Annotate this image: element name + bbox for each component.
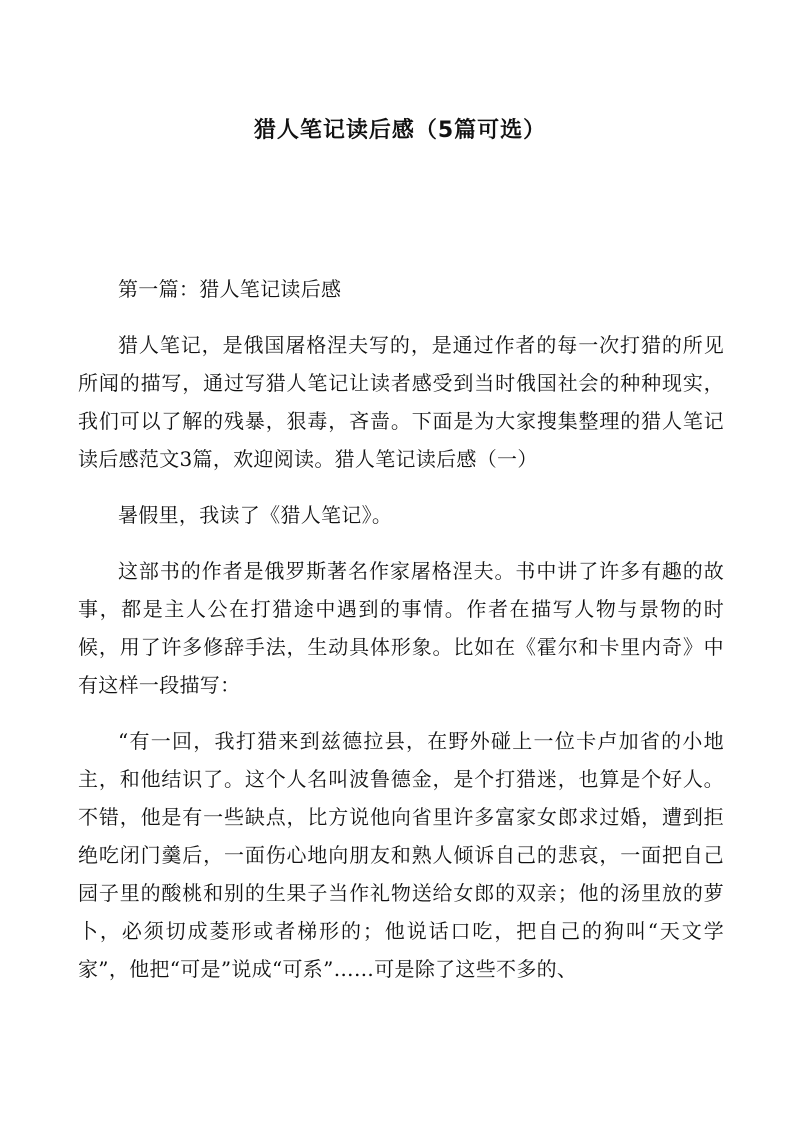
section-heading: 第一篇：猎人笔记读后感	[118, 277, 342, 301]
paragraph-summer: 暑假里，我读了《猎人笔记》。	[118, 503, 393, 527]
document-title: 猎人笔记读后感（5篇可选）	[253, 118, 547, 143]
paragraph-intro: 猎人笔记，是俄国屠格涅夫写的，是通过作者的每一次打猎的所见所闻的描写，通过写猎人笔记让读者感受到当时俄国社会的种种现实，我们可以了解的残暴，狠毒，吝啬。下面是为大家搜集整理的猎人笔记读后感范文3篇，欢迎阅读。猎人笔记读后感（一）	[78, 333, 724, 471]
paragraph-quote: “有一回，我打猎来到兹德拉县，在野外碰上一位卡卢加省的小地主，和他结识了。这个人名叫波鲁德金，是个打猎迷，也算是个好人。不错，他是有一些缺点，比方说他向省里许多富家女郎求过婚，遭到拒绝吃闭门羹后，一面伤心地向朋友和熟人倾诉自己的悲哀，一面把自己园子里的酸桃和别的生果子当作礼物送给女郎的双亲；他的汤里放的萝卜，必须切成菱形或者梯形的；他说话口吃，把自己的狗叫“天文学家”，他把“可是”说成“可系”……可是除了这些不多的、	[78, 729, 724, 981]
document-body	[78, 270, 724, 1006]
paragraph-author: 这部书的作者是俄罗斯著名作家屠格涅夫。书中讲了许多有趣的故事，都是主人公在打猎途中遇到的事情。作者在描写人物与景物的时候，用了许多修辞手法，生动具体形象。比如在《霍尔和卡里内奇》中有这样一段描写：	[78, 559, 724, 697]
